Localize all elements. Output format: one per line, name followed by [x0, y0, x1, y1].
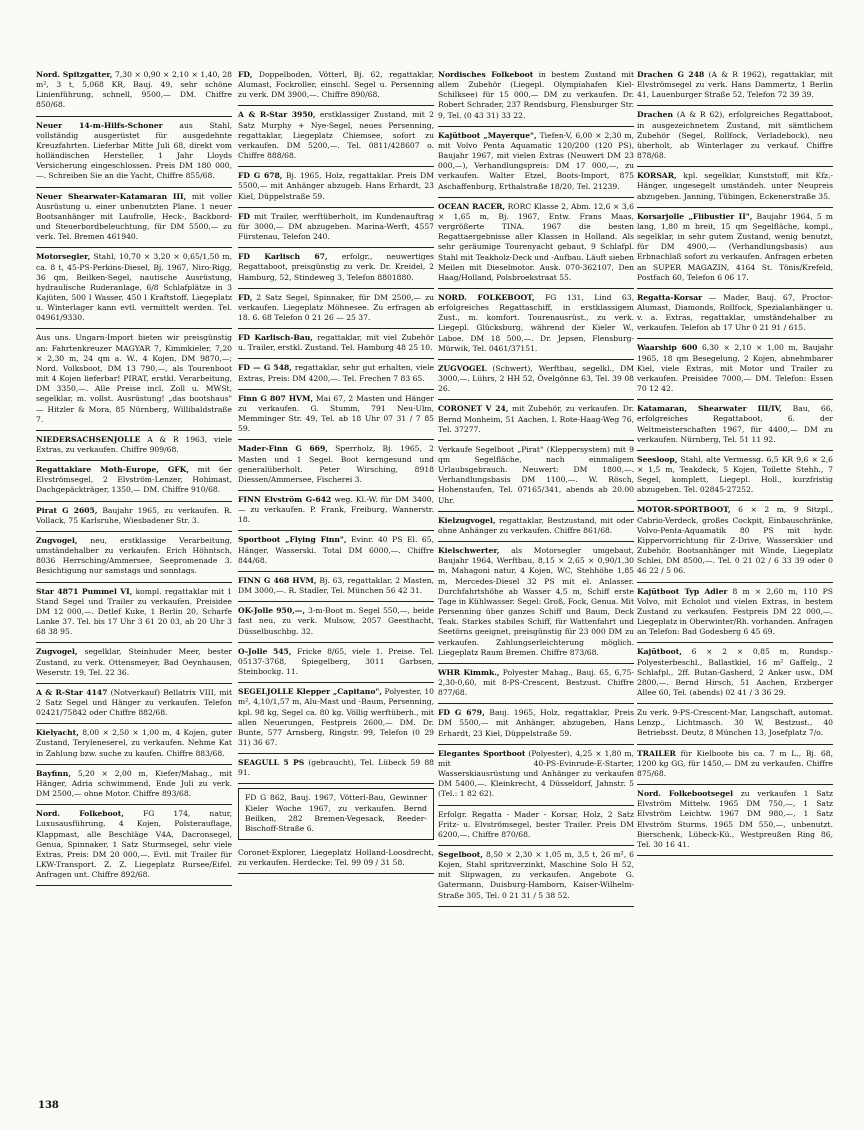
ad-paragraph	[438, 516, 634, 536]
ad-headline: Motorsegler,	[36, 252, 91, 262]
classified-ad	[36, 66, 232, 117]
ad-headline: Nord. Folkeboot,	[36, 809, 124, 819]
ad-body: (Polyester), 4,25 × 1,80 m, mit 40-PS-Evinrude-E-Starter, Wasserskiausrüstung und Anhänger zu verkaufen DM 5400,—. Kleinkrecht, 4 Düsseldorf, Jahnstr. 5 (Tel.: 1 82 62).	[438, 748, 634, 799]
ad-body: regattaklar, sehr gut erhalten, viele Extras, Preis: DM 4200,—. Tel. Frechen 7 83 65.	[238, 363, 434, 383]
ad-paragraph	[238, 171, 434, 201]
classified-ad	[637, 400, 833, 451]
classified-ad	[438, 127, 634, 198]
ad-paragraph	[238, 363, 434, 383]
ad-paragraph	[36, 536, 232, 577]
ad-paragraph	[238, 70, 434, 100]
ad-paragraph	[238, 333, 434, 353]
ad-body: (A & R 62), erfolgreiches Regattaboot, in ausgezeichnetem Zustand, mit sämtlichem Zubehör (Segel, Rollfock, Verladebock), neu überholt, ab Winterlager zu verkauf. Chiffre 878/68.	[637, 110, 833, 161]
ad-headline: TRAILER	[637, 748, 676, 758]
ad-headline: Kajütboot Typ Adler	[637, 586, 728, 596]
classified-ad	[36, 724, 232, 764]
classified-ad	[438, 198, 634, 289]
ad-paragraph	[238, 444, 434, 485]
ad-headline: Kajütboot,	[637, 647, 682, 657]
classified-ad	[36, 532, 232, 583]
column-4	[637, 66, 833, 856]
ad-paragraph	[438, 546, 634, 658]
classified-ad	[238, 602, 434, 642]
ad-body: Tiefen-V, 6,00 × 2,30 m, mit Volvo Penta Aquamatic 120/200 (120 PS), Baujahr 1967, mit vielen Extras (Neuwert DM 23 000,—), Verhandlungspreis: DM 17 000,—, zu verkaufen. Walter Etzel, Boots-Import, 875 Aschaffenburg, Erthalstraße 18/20, Tel. 21239.	[438, 130, 634, 191]
page-number: 138	[38, 1100, 59, 1111]
ad-paragraph	[36, 647, 232, 677]
ad-paragraph	[637, 404, 833, 445]
classified-ad	[637, 66, 833, 106]
ad-body: 8,50 × 2,30 × 1,05 m, 3,5 t, 26 m², 6 Kojen, Stahl spritzverzinkt, Maschine Solo H 52, mit Slipwagen, zu verkaufen. Angebote G. Gatermann, Duisburg-Hamborn, Kaiser-Wilhelm-Straße 305, Tel. 0 21 31 / 5 38 52.	[438, 850, 634, 900]
ad-paragraph	[238, 252, 434, 282]
ad-body: FG 131, Lind 63, erfolgreiches Regattaschiff, in erstklassigem Zust., m. komfort. Tourenausrüst., zu verk. Liegepl. Glücksburg, während der Kieler W., Laboe. DM 18 500,—. Dr. Jepsen, Flensburg-Mürwik, Tel. 0461/37151.	[438, 292, 634, 353]
ad-headline: Neuer 14-m-Hilfs-Schoner	[36, 120, 163, 130]
ad-paragraph	[438, 749, 634, 800]
ad-paragraph	[637, 171, 833, 201]
classified-ad	[438, 846, 634, 907]
ad-body: Aus uns. Ungarn-Import bieten wir preisgünstig an: Fahrtenkreuzer MAGYAR 7, Kimmkieler, 7,20 × 2,30 m, 24 qm a. W., 4 Kojen, DM 9870,—; Nord. Volksboot, DM 13 790,—, als Tourenboot mit 4 Kojen lieferbar! PIRAT, erstkl. Verarbeitung, DM 3350,—. Alle Preise incl. Zoll u. MWSt, segelklar, m. vollst. Ausrüstung! „das bootshaus" — Hitzler & Mora, 85 Nürnberg, Willibaldstraße 7.	[36, 333, 232, 424]
ad-headline: FD Karlisch 67,	[238, 252, 328, 262]
ad-body: FG 174, natur, Luxusausführung, 4 Kojen, Polsterauflage, Klappmast, alle Beschläge V4A, Dacronsegel, Genua, Spinnaker, 1 Satz Sturmsegel, sehr viele Extras, Preis: DM 20 000,—. Evtl. mit Trailer für LKW-Transport. Z. Z. Liegeplatz Rursee/Eifel. Anfragen unt. Chiffre 892/68.	[36, 809, 232, 880]
ad-headline: Pirat G 2605,	[36, 505, 98, 515]
classified-ad	[438, 512, 634, 542]
ad-paragraph	[238, 535, 434, 565]
classified-ad	[637, 785, 833, 856]
ad-headline: Nordisches Folkeboot	[438, 70, 534, 79]
ad-body: regattaklar, mit viel Zubehör u. Trailer, erstkl. Zustand. Tel. Hamburg 48 25 10.	[238, 333, 434, 353]
column-3	[438, 66, 634, 907]
ad-headline: Kielschwerter,	[438, 546, 500, 556]
classified-ad	[238, 329, 434, 359]
ad-body: (gebraucht), Tel. Lübeck 59 88 91.	[238, 758, 434, 778]
ad-body: Baujahr 1965, zu verkaufen. R. Vollack, 75 Karlsruhe, Wiesbadener Str. 3.	[36, 505, 232, 525]
ad-paragraph	[637, 293, 833, 334]
ad-headline: CORONET V 24,	[438, 404, 509, 414]
classified-ad	[238, 66, 434, 106]
ad-headline: Bayfinn,	[36, 768, 71, 778]
classified-ad	[438, 664, 634, 704]
ad-paragraph	[438, 364, 634, 394]
ad-paragraph	[438, 445, 634, 506]
ad-body: neu, erstklassige Verarbeitung, umständehalber zu verkaufen. Erich Höhntsch, 8036 Herrsching/Ammersee, Seepromenade 3. Besichtigung nur samstags und sonntags.	[36, 535, 232, 576]
ad-paragraph	[438, 70, 634, 121]
ad-body: Stahl, 10,70 × 3,20 × 0,65/1,50 m, ca. 8 t, 45-PS-Perkins-Diesel, Bj. 1967, Niro-Rigg, 36 qm, Beilken-Segel, nautische Ausrüstung, hydraulische Ruderanlage, 6/8 Schlafplätze in 3 Kajüten, 500 l Wasser, 450 l Kraftstoff. Liegeplatz u. Winterlager kann evtl. vermittelt werden. Tel. 04961/9330.	[36, 252, 232, 323]
classified-ad	[438, 441, 634, 512]
classified-ad	[637, 745, 833, 785]
ad-body: erstklassiger Zustand, mit 2 Satz Murphy + Nye-Segel, neues Persenning, regattaklar, Liegeplatz Chiemsee, sofort zu verkaufen. DM 5200,—. Tel. 0811/428607 o. Chiffre 888/68.	[238, 110, 434, 161]
classified-ad	[438, 745, 634, 806]
ad-body: Coronet-Explorer, Liegeplatz Holland-Loosdrecht, zu verkaufen. Herdecke: Tel. 99 09 / 31 58.	[238, 848, 434, 868]
classified-ad	[438, 289, 634, 360]
classified-ad	[438, 542, 634, 664]
ad-headline: Katamaran, Shearwater III/IV,	[637, 404, 782, 414]
ad-headline: Zugvogel,	[36, 535, 78, 545]
ad-body: Bj. 1965, Holz, regattaklar. Preis DM 5500,— mit Anhänger abzugeb. Hans Erhardt, 23 Kiel, Düppelstraße 59.	[238, 171, 434, 201]
ad-headline: FD,	[238, 292, 253, 302]
ad-headline: NIEDERSACHSENJOLLE	[36, 434, 141, 444]
ad-headline: Kielzugvogel,	[438, 515, 496, 525]
ad-body: Evinr. 40 PS El. 65, Hänger, Wasserski. Total DM 6000,—. Chiffre 844/68.	[238, 535, 434, 565]
ad-headline: Mader-Finn G 669,	[238, 444, 328, 454]
ad-headline: O-Jolle 545,	[238, 646, 292, 656]
classified-ad	[238, 754, 434, 784]
classified-ad	[36, 248, 232, 329]
classified-ad	[36, 431, 232, 461]
classified-ad	[238, 844, 434, 874]
classified-ad	[36, 461, 232, 501]
classified-ad	[637, 167, 833, 207]
classified-ad	[36, 329, 232, 430]
ad-headline: A & R-Star 3950,	[238, 110, 316, 120]
classified-ad	[36, 805, 232, 886]
ad-body: (Notverkauf) Bellatrix VIII, mit 2 Satz Segel und Hänger zu verkaufen. Telefon 02421/75842 oder Chiffre 882/68.	[36, 687, 232, 718]
classified-ad	[238, 390, 434, 441]
ad-paragraph	[438, 708, 634, 738]
ad-body: Baujahr 1964, 5 m lang, 1,80 m breit, 15 qm Segelfläche, kompl., segelklar, in sehr gutem Zustand, wenig benutzt, für DM 4900,— (Verhandlungsbasis) aus Erbnachlaß sofort zu verkaufen. Anfragen erbeten an SUPER MAGAZIN, 4164 St. Tönis/Krefeld, Postfach 60, Telefon 6 06 17.	[637, 211, 833, 282]
ad-paragraph	[36, 121, 232, 182]
ad-paragraph	[36, 769, 232, 799]
ad-body: 8 m × 2,60 m, 110 PS Volvo, mit Echolot und vielen Extras, in bestem Zustand zu verkaufen. Festpreis DM 22 000,—. Liegeplatz in Oberwinter/Rh. vorhanden. Anfragen an Telefon: Bad Godesberg 6 45 69.	[637, 586, 833, 637]
ad-headline: FD	[238, 211, 250, 221]
ad-headline: Waarship 600	[637, 343, 698, 353]
ad-paragraph	[438, 668, 634, 698]
classified-ad	[238, 531, 434, 571]
classified-ad	[637, 106, 833, 167]
ad-headline: FD G 679,	[438, 708, 485, 718]
classified-ad	[438, 806, 634, 846]
ad-paragraph	[438, 810, 634, 840]
ad-paragraph	[36, 506, 232, 526]
classified-ad	[238, 289, 434, 329]
classified-ad	[36, 643, 232, 683]
ad-paragraph	[36, 809, 232, 880]
ad-body: Bauj. 1965, Holz, regattaklar, Preis DM 5500,— mit Anhänger, abzugeben, Hans Erhardt, 23 Kiel, Düppelstraße 59.	[438, 708, 634, 738]
ad-headline: Regattaklare Moth-Europe, GFK,	[36, 465, 189, 475]
ad-headline: FINN G 468 HVM,	[238, 575, 317, 585]
classified-ad	[238, 440, 434, 491]
ad-paragraph	[238, 687, 434, 748]
ad-body: mit Trailer, werftüberholt, im Kundenauftrag für 3000,— DM abzugeben. Marina-Werft, 4557 Fürstenau, Telefon 240.	[238, 211, 434, 242]
ad-body: Doppelboden, Vötterl, Bj. 62, regattaklar, Alumast, Fockroller, einschl. Segel u. Persenning zu verk. DM 3900,—. Chiffre 890/68.	[238, 70, 434, 100]
classified-ad	[637, 501, 833, 582]
ad-body: Sperrholz, Bj. 1965, 2 Masten und 1 Segel. Boot kerngesund und generalüberholt. Peter Wirsching, 8918 Diessen/Ammersee, Fischerei 3.	[238, 444, 434, 484]
ad-paragraph	[637, 343, 833, 394]
ad-headline: NORD. FOLKEBOOT,	[438, 292, 535, 302]
ad-body: Bau, 66, erfolgreiches Regattaboot, 6. der Weltmeisterschaften 1967, für 4400,— DM zu verkaufen. Nürnberg, Tel. 51 11 92.	[637, 404, 833, 444]
ad-paragraph	[36, 435, 232, 455]
classified-ad	[36, 502, 232, 532]
ad-paragraph	[438, 131, 634, 192]
classified-ad	[438, 360, 634, 400]
ad-body: für Kielboote bis ca. 7 m L., Bj. 68, 1200 kg GG, für 1450,— DM zu verkaufen. Chiffre 875/68.	[637, 748, 833, 778]
ad-headline: A & R-Star 4147	[36, 687, 108, 697]
ad-headline: SEGELJOLLE Klepper „Capitano",	[238, 687, 382, 697]
classified-ad	[36, 583, 232, 644]
ad-headline: Segelboot,	[438, 850, 483, 859]
ad-body: aus Stahl, vollständig ausgerüstet für ausgedehnte Kreuzfahrten. Lieferbar Mitte Juli 68, direkt vom holländischen Hersteller, 1 Jahr Lloyds Versicherung eingeschlossen. Preis DM 180 000,—. Schreiben Sie an die Yacht, Chiffre 855/68.	[36, 120, 232, 181]
ad-headline: Sportboot „Flying Finn",	[238, 535, 347, 545]
ad-body: Fricke 8/65, viele 1. Preise. Tel. 05137-3768, Spiegelberg, 3011 Garbsen, Steinbockg. 11.	[238, 646, 434, 677]
ad-body: 6,30 × 2,10 × 1,00 m, Baujahr 1965, 18 qm Besegelung, 2 Kojen, abnehmbarer Kiel, viele Extras, mit Motor und Trailer zu verkaufen. Preisidee 7000,— DM. Telefon: Essen 70 12 42.	[637, 343, 833, 394]
ad-paragraph	[36, 465, 232, 495]
ad-paragraph	[238, 110, 434, 161]
ad-paragraph	[438, 293, 634, 354]
ad-paragraph	[245, 793, 427, 834]
ad-body: in bestem Zustand mit allem Zubehör (Liegepl. Olympiahafen Kiel-Schilksee) für 15 000,— DM zu verkaufen. Dr. Robert Schrader, 237 Rendsburg, Flensburger Str. 9, Tel. (0 43 31) 33 22.	[438, 70, 634, 120]
ad-paragraph	[637, 455, 833, 496]
ad-body: Erfolgr. Regatta - Mader - Korsar, Holz, 2 Satz Fritz- u. Elvströmsegel, bester Trailer. Preis DM 6200,—. Chiffre 870/68.	[438, 809, 634, 839]
ad-body: Bj. 63, regattaklar, 2 Masten, DM 3000,—. R. Stadler, Tel. München 56 42 31.	[238, 575, 434, 596]
ad-paragraph	[238, 576, 434, 596]
ad-headline: FD,	[238, 70, 253, 79]
classified-ad	[637, 339, 833, 400]
ad-body: RORC Klasse 2, Abm. 12,6 × 3,6 × 1,65 m, Bj. 1967, Entw. Frans Maas, vergrößerte TINA. 1967 die besten Regattaergebnisse aller Klassen in Holland. Als sehr geräumige Tourenyacht gebaut, 9 Schlafpl. Stahl mit Teakholz-Deck und -Aufbau. Läuft sieben Meilen mit Dieselmotor. Ausk. 070-362107, Den Haag/Holland, Polsbroekstraat 55.	[438, 201, 634, 282]
classified-ad	[36, 188, 232, 249]
ad-headline: OCEAN RACER,	[438, 201, 506, 211]
classified-ad	[238, 683, 434, 754]
column-1	[36, 66, 232, 886]
ad-body: mit 6er Elvströmsegel, 2 Elvström-Lenzer, Hohimast, Dachgepäckträger, 1350,— DM. Chiffre 910/68.	[36, 465, 232, 495]
classified-ad	[637, 451, 833, 502]
ad-headline: OK-Jolle 950,—,	[238, 606, 306, 616]
ad-body: kompl. regattaklar mit 1 Stand Segel und Trailer zu verkaufen. Preisidee DM 12 000,—. Detlef Kuke, 1 Berlin 20, Scharfe Lanke 37. Tel. bis 17 Uhr 3 61 20 03, ab 20 Uhr 3 68 38 95.	[36, 586, 232, 637]
ad-paragraph	[238, 758, 434, 778]
ad-body: Polyester Mahag., Bauj. 65, 6,75-2,30-0,60, mit 8-PS-Crescent, Bestzust. Chiffre 877/68.	[438, 667, 634, 698]
ad-headline: Seeslоop,	[637, 454, 678, 464]
classified-ad	[438, 66, 634, 127]
ad-headline: Korsarjolle „Flibustier II",	[637, 211, 753, 221]
column-2	[238, 66, 434, 874]
ad-headline: FD G 678,	[238, 171, 283, 181]
ad-body: mit Zubehör, zu verkaufen. Dr. Bernd Monheim, 51 Aachen, I. Rote-Haag-Weg 76, Tel. 37277.	[438, 404, 634, 434]
classified-ad	[36, 765, 232, 805]
ad-body: Polyester, 10 m², 4,10/1,57 m, Alu-Mast und -Baum, Persenning, kpl. 98 kg, Segel ca. 80 kg. Völlig werftüberh., mit allen Neuerungen, Festpreis 2600,— DM. Dr. Bunte, 577 Arnsberg, Ringstr. 99, Telefon (0 29 31) 36 67.	[238, 687, 434, 747]
ad-body: mit voller Ausrüstung u. einer unbenutzten Plane. 1 neuer Bootsanhänger mit Laufrolle, Heck-, Backbord- und Steuerbordbeleuchtung, für DM 5500,— zu verk. Tel. Bremen 461940.	[36, 191, 232, 242]
ad-paragraph	[238, 848, 434, 868]
ad-headline: Star 4871 Pummel VI,	[36, 586, 133, 596]
ad-paragraph	[238, 394, 434, 435]
ad-paragraph	[637, 587, 833, 638]
classified-ad	[238, 572, 434, 602]
ad-paragraph	[238, 606, 434, 636]
ad-paragraph	[637, 505, 833, 576]
ad-body: erfolgr., neuwertiges Regattaboot, preisgünstig zu verk. Dr. Kreidel, 2 Hamburg, 52, Stindeweg 3, Telefon 8801880.	[238, 252, 434, 282]
ad-paragraph	[36, 333, 232, 424]
ad-body: FD G 862, Bauj. 1967, Vötterl-Bau, Gewinner Kieler Woche 1967, zu verkaufen. Bernd Beilken, 282 Bremen-Vegesack, Reeder-Bischoff-Straße 6.	[245, 793, 427, 833]
classified-ad	[238, 491, 434, 531]
ad-body: — Mader, Bauj. 67, Proctor-Alumast, Diamonds, Rollfock, Spezialanhänger u. v. a. Extras, regattaklar, umständehalber zu verkaufen. Telefon ab 17 Uhr 0 21 91 / 615.	[637, 292, 833, 333]
classified-ad	[238, 167, 434, 207]
ad-headline: WHR Kimmk.,	[438, 667, 500, 677]
classified-ad	[637, 643, 833, 704]
ad-body: kpl. segelklar, Kunststoff, mit Kfz.-Hänger, ungesegelt umständeh. unter Neupreis abzugeben. Janning, Tübingen, Eckenerstraße 35.	[637, 171, 833, 201]
ad-paragraph	[637, 789, 833, 850]
classified-ad	[238, 106, 434, 167]
ad-body: zu verkaufen 1 Satz Elvström Mittelw. 1965 DM 750,—, 1 Satz Elvström Leichtw. 1967 DM 980,—, 1 Satz Elvström Sturms. 1965 DM 550,—, unbenutzt. Bierschenk, Lübeck-Kü., Westpreußen Ring 86, Tel. 30 16 41.	[637, 789, 833, 849]
ad-headline: FD Karlisch-Bau,	[238, 333, 313, 343]
ad-headline: ZUGVOGEL	[438, 363, 487, 373]
ad-body: 2 Satz Segel, Spinnaker, für DM 2500,— zu verkaufen. Liegeplatz Möhnesee. Zu erfragen ab 18. 6. 68 Telefon 0 21 26 — 25 37.	[238, 292, 434, 322]
ad-headline: Zugvogel,	[36, 647, 78, 657]
ad-headline: Kajütboot „Mayerque",	[438, 130, 537, 140]
ad-headline: Elegantes Sportboot	[438, 748, 526, 758]
classified-ad	[637, 704, 833, 744]
ad-paragraph	[238, 293, 434, 323]
ad-headline: Nord. Folkebootsegel	[637, 789, 733, 799]
ad-body: A & R 1963, viele Extras, zu verkaufen. Chiffre 909/68.	[36, 434, 232, 454]
ad-body: 7,30 × 0,90 × 2,10 × 1,40, 28 m², 3 t, 5,068 KR, Bauj. 49, sehr schöne Linienführung, schnell, 9500,— DM. Chiffre 850/68.	[36, 70, 232, 110]
ad-paragraph	[36, 70, 232, 111]
ad-headline: KORSAR,	[637, 171, 677, 181]
classified-ad	[238, 248, 434, 288]
classified-ad	[438, 400, 634, 440]
ad-headline: MOTOR-SPORTBOOT,	[637, 505, 731, 515]
classified-ad	[637, 583, 833, 644]
classified-ad	[238, 359, 434, 389]
ad-paragraph	[438, 850, 634, 901]
ad-paragraph	[637, 110, 833, 161]
ad-body: segelklar, Steinhuder Meer, bester Zustand, zu verk. Ottensmeyer, Bad Oeynhausen, Weserstr. 19, Tel. 22 36.	[36, 647, 232, 677]
ad-headline: Nord. Spitzgatter,	[36, 70, 113, 79]
ad-body: Mai 67, 2 Masten und Hänger zu verkaufen. G. Stumm, 791 Neu-Ulm, Memminger Str. 49, Tel. ab 18 Uhr 07 31 / 7 85 59.	[238, 393, 434, 434]
ad-body: Zu verk. 9-PS-Crescent-Mar, Langschaft, automat. Lenzp., Lichtmasch. 30 W, Bestzust., 40 Betriebsst. Deutz, 8 München 13, Josefplatz 7/o.	[637, 708, 833, 738]
ad-body: 6 × 2 × 0,85 m, Rundsp.-Polyesterbeschl., Ballastkiel, 16 m² Gaffelg., 2 Schlafpl., 2ff. Butan-Gasherd, 2 Anker usw., DM 2800,—. Bernd Hirsch, 51 Aachen, Erzberger Allee 60, Tel. (abends) 02 41 / 3 36 29.	[637, 647, 833, 697]
ad-paragraph	[637, 212, 833, 283]
ad-paragraph	[36, 587, 232, 638]
ad-paragraph	[637, 647, 833, 698]
classified-ad	[637, 208, 833, 289]
ad-body: regattaklar, Bestzustand, mit oder ohne Anhänger zu verkaufen. Chiffre 861/68.	[438, 515, 634, 535]
ad-body: 5,20 × 2,00 m, Kiefer/Mahag., mit Hänger, Adria schwimmend, Ende Juli zu verk. DM 2500,— ohne Motor. Chiffre 893/68.	[36, 768, 232, 799]
ad-paragraph	[438, 404, 634, 434]
classified-ad	[637, 289, 833, 340]
ad-paragraph	[637, 749, 833, 779]
classified-ad	[238, 788, 434, 840]
ad-body: Stahl, alte Vermessg. 6,5 KR 9,6 × 2,6 × 1,5 m, Teakdeck, 5 Kojen, Toilette Stehh., 7 Segel, komplett, Liegepl. Holl., kurzfristig abzugeben. Tel. 02845-27252.	[637, 454, 833, 495]
classified-ad	[238, 208, 434, 248]
classified-ad	[36, 117, 232, 188]
ad-body: 3-m-Boot m. Segel 550,—, beide fast neu, zu verk. Mulsow, 2057 Geesthacht, Düsselbuschbg. 32.	[238, 606, 434, 636]
ad-body: (A & R 1962), regattaklar, mit Elvströmsegel zu verk. Hans Dammertz, 1 Berlin 41, Lauenburger Straße 52, Telefon 72 39 39.	[637, 70, 833, 100]
ad-headline: Kielyacht,	[36, 728, 79, 738]
ad-body: 8,00 × 2,50 × 1,00 m, 4 Kojen, guter Zustand, Teryleneseгel, zu verkaufen. Nehme Kat in Zahlung bzw. suche zu kaufen. Chiffre 883/68.	[36, 728, 232, 758]
ad-paragraph	[238, 212, 434, 242]
classified-ad	[36, 684, 232, 724]
ad-body: 6 × 2 m, 9 Sitzpl., Cabrio-Verdeck, großes Cockpit, Einbauschränke, Volvo-Penta-Aquamatik 80 PS mit hydr. Kippervorrichtung für Z-Drive, Wasserskier und Zubehör, Bootsanhänger mit Winde, Liegeplatz Schlei, DM 8500,—. Tel. 0 21 02 / 6 33 39 oder 0 46 22 / 5 06.	[637, 505, 833, 576]
ad-body: (Schwert), Werftbau, segelkl., DM 3000,—. Lührs, 2 HH 52, Övelgönne 63, Tel. 39 08 26.	[438, 363, 634, 394]
ad-headline: Finn G 807 HVM,	[238, 393, 313, 403]
ad-paragraph	[36, 252, 232, 323]
ad-paragraph	[238, 495, 434, 525]
ad-paragraph	[36, 688, 232, 718]
ad-body: als Motorsegler umgebaut, Baujahr 1964, Werftbau, 8,15 × 2,65 × 0,90/1,30 m, Mahagoni natur, 4 Kojen, WC, Stehhöhe 1,85 m, Mercedes-Diesel 32 PS mit el. Anlasser. Durchfahrtshöhe ab Wasser 4,5 m, Schiff erste Tage in Kühlwasser. Segel: Groß, Fock, Genua. Mit Persenning über ganzes Schiff und Baum, Deck Teak. Starkes stabiles Schiff, für Wattenfahrt und Seetörns geeignet, preisgünstig für 23 000 DM zu verkaufen. Zahlungserleichterung möglich. Liegeplatz Raum Bremen. Chiffre 873/68.	[438, 546, 634, 657]
ad-body: Verkaufe Segelboot „Pirat" (Kleppersystem) mit 9 qm Segelfläche, nach einmaligem Urlaubsgebrauch. Neuwert: DM 1800,—. Verhandlungsbasis DM 1100,—. W. Rösch, Hohenstaufen, Tel. 07165/341, abends ab 20.00 Uhr.	[438, 444, 634, 505]
ad-paragraph	[438, 202, 634, 283]
ad-headline: Neuer Shearwater-Katamaran III,	[36, 191, 187, 201]
ad-body: weg. Kl.-W. für DM 3400,— zu verkaufen. P. Frank, Freiburg, Wannerstr. 18.	[238, 495, 434, 525]
ad-headline: SEAGULL 5 PS	[238, 758, 305, 768]
ad-headline: Drachen	[637, 110, 674, 120]
classified-ad	[438, 704, 634, 744]
ad-paragraph	[36, 192, 232, 243]
ad-paragraph	[637, 708, 833, 738]
ad-headline: Regatta-Korsar	[637, 292, 703, 302]
ad-headline: Drachen G 248	[637, 70, 705, 79]
ad-paragraph	[637, 70, 833, 100]
ad-paragraph	[36, 728, 232, 758]
ad-headline: FD — G 548,	[238, 363, 292, 373]
ad-headline: FINN Elvström G-642	[238, 495, 332, 504]
classified-ad	[238, 643, 434, 683]
ad-paragraph	[238, 647, 434, 677]
